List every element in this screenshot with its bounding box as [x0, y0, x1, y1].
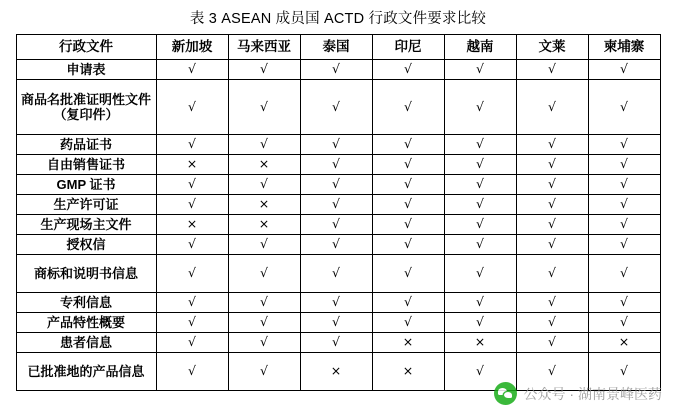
table-row [16, 333, 660, 353]
table-cell: √ [228, 293, 300, 313]
table-cell: √ [372, 175, 444, 195]
table-cell: √ [156, 293, 228, 313]
table-cell: √ [228, 255, 300, 293]
table-cell: √ [444, 175, 516, 195]
column-header-cambodia: 柬埔寨 [588, 35, 660, 60]
table-cell: √ [372, 135, 444, 155]
table-row [16, 215, 660, 235]
table-cell: √ [588, 195, 660, 215]
table-cell: × [228, 155, 300, 175]
table-cell: √ [516, 135, 588, 155]
table-caption: 表 3 ASEAN 成员国 ACTD 行政文件要求比较 [189, 11, 487, 27]
table-cell: √ [300, 155, 372, 175]
table-cell: √ [372, 195, 444, 215]
row-header-label: 申请表 [16, 60, 156, 80]
table-cell: √ [588, 135, 660, 155]
table-cell: √ [588, 175, 660, 195]
table-cell: √ [516, 215, 588, 235]
row-header-label: 自由销售证书 [16, 155, 156, 175]
table-cell: √ [372, 155, 444, 175]
table-row [16, 155, 660, 175]
table-cell: √ [300, 333, 372, 353]
row-header-label: 授权信 [16, 235, 156, 255]
table-row [16, 313, 660, 333]
table-header-row [16, 35, 660, 60]
table-cell: √ [156, 333, 228, 353]
table-row [16, 353, 660, 391]
table-cell: √ [372, 80, 444, 135]
table-row [16, 293, 660, 313]
watermark-label: 公众号 · 湖南景峰医药 [523, 385, 662, 402]
table-cell: √ [516, 353, 588, 391]
row-header-label: 患者信息 [16, 333, 156, 353]
table-cell: √ [444, 353, 516, 391]
table-cell: √ [300, 255, 372, 293]
table-cell: √ [228, 80, 300, 135]
column-header-thailand: 泰国 [300, 35, 372, 60]
table-cell: √ [228, 235, 300, 255]
row-header-label: 专利信息 [16, 293, 156, 313]
table-cell: √ [444, 215, 516, 235]
table-cell: √ [156, 135, 228, 155]
table-cell: √ [372, 60, 444, 80]
table-cell: √ [156, 175, 228, 195]
table-cell: √ [444, 293, 516, 313]
table-cell: √ [300, 235, 372, 255]
table-row [16, 235, 660, 255]
table-cell: √ [156, 80, 228, 135]
table-cell: √ [372, 235, 444, 255]
table-cell: √ [516, 80, 588, 135]
table-cell: √ [228, 333, 300, 353]
table-cell: × [588, 333, 660, 353]
table-cell: √ [300, 195, 372, 215]
table-cell: √ [516, 255, 588, 293]
table-cell: √ [156, 313, 228, 333]
row-header-label: 已批准地的产品信息 [16, 353, 156, 391]
table-cell: √ [300, 293, 372, 313]
table-cell: √ [156, 353, 228, 391]
table-cell: √ [444, 155, 516, 175]
table-cell: √ [300, 60, 372, 80]
table-cell: √ [300, 313, 372, 333]
table-row [16, 195, 660, 215]
table-cell: √ [156, 60, 228, 80]
table-cell: √ [300, 175, 372, 195]
table-cell: √ [372, 293, 444, 313]
table-header [16, 35, 660, 60]
table-cell: √ [156, 255, 228, 293]
row-header-label: 药品证书 [16, 135, 156, 155]
column-header-indonesia: 印尼 [372, 35, 444, 60]
table-cell: √ [588, 255, 660, 293]
table-cell: √ [156, 235, 228, 255]
table-cell: √ [588, 313, 660, 333]
table-cell: √ [228, 135, 300, 155]
table-cell: × [228, 215, 300, 235]
table-cell: √ [156, 195, 228, 215]
table-cell: √ [228, 313, 300, 333]
table-cell: √ [228, 60, 300, 80]
row-header-label: GMP 证书 [16, 175, 156, 195]
table-cell: √ [588, 215, 660, 235]
table-cell: √ [300, 80, 372, 135]
table-row [16, 60, 660, 80]
table-cell: √ [300, 135, 372, 155]
table-cell: √ [588, 80, 660, 135]
table-cell: √ [444, 313, 516, 333]
row-header-label: 生产许可证 [16, 195, 156, 215]
table-cell: √ [516, 195, 588, 215]
column-header-vietnam: 越南 [444, 35, 516, 60]
column-header-singapore: 新加坡 [156, 35, 228, 60]
table-cell: √ [516, 155, 588, 175]
column-header-document: 行政文件 [16, 35, 156, 60]
table-cell: × [300, 353, 372, 391]
table-cell: √ [516, 293, 588, 313]
table-row [16, 80, 660, 135]
table-cell: √ [228, 175, 300, 195]
table-cell: √ [588, 235, 660, 255]
table-cell: √ [444, 60, 516, 80]
table-cell: √ [372, 255, 444, 293]
row-header-label: 商标和说明书信息 [16, 255, 156, 293]
table-cell: √ [588, 353, 660, 391]
table-cell: √ [516, 175, 588, 195]
row-header-label: 商品名批准证明性文件（复印件） [16, 80, 156, 135]
actd-comparison-table [16, 34, 661, 391]
table-cell: × [372, 353, 444, 391]
table-cell: √ [228, 353, 300, 391]
table-cell: √ [516, 60, 588, 80]
row-header-label: 生产现场主文件 [16, 215, 156, 235]
table-body [16, 60, 660, 391]
table-cell: √ [516, 313, 588, 333]
table-cell: × [372, 333, 444, 353]
table-cell: √ [444, 80, 516, 135]
table-row [16, 135, 660, 155]
table-cell: √ [300, 215, 372, 235]
table-cell: × [228, 195, 300, 215]
table-cell: √ [372, 313, 444, 333]
table-cell: × [156, 155, 228, 175]
table-cell: √ [444, 255, 516, 293]
table-cell: √ [588, 155, 660, 175]
table-cell: √ [444, 235, 516, 255]
table-cell: × [156, 215, 228, 235]
table-cell: √ [588, 293, 660, 313]
table-cell: √ [444, 135, 516, 155]
table-cell: √ [516, 333, 588, 353]
column-header-malaysia: 马来西亚 [228, 35, 300, 60]
table-row [16, 255, 660, 293]
table-cell: √ [372, 215, 444, 235]
table-row [16, 175, 660, 195]
table-cell: √ [444, 195, 516, 215]
table-cell: × [444, 333, 516, 353]
table-cell: √ [588, 60, 660, 80]
column-header-brunei: 文莱 [516, 35, 588, 60]
row-header-label: 产品特性概要 [16, 313, 156, 333]
table-cell: √ [516, 235, 588, 255]
